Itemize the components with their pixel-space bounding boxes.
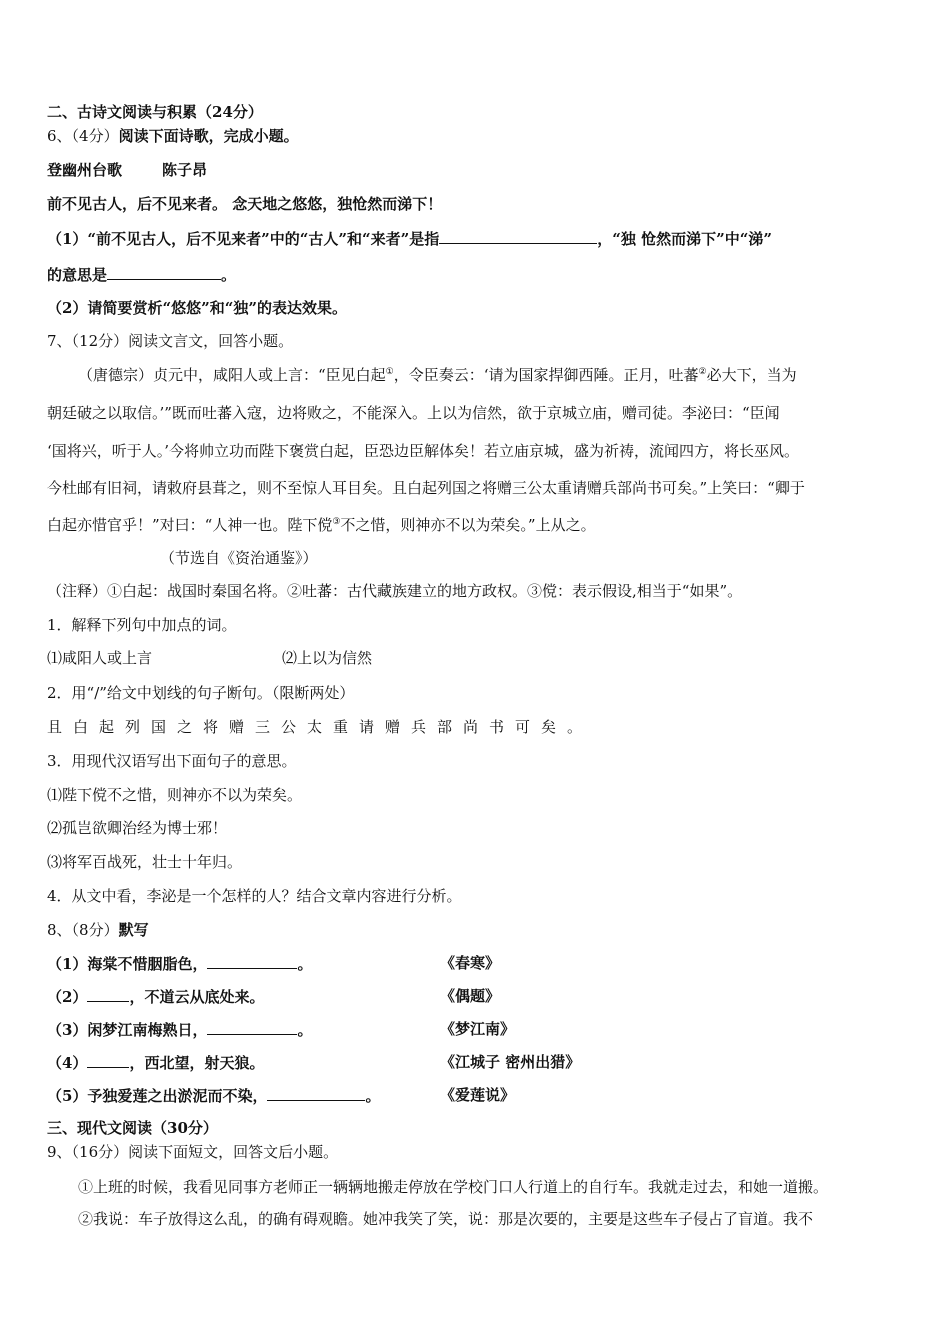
passage-text: 必大下，当为 <box>706 366 797 384</box>
q8-number: 8、（8分） <box>47 921 119 939</box>
footnote-mark: ② <box>698 367 707 377</box>
dictation-source: 《梦江南》 <box>440 1020 516 1038</box>
passage-text: （唐德宗）贞元中，咸阳人或上言：“臣见白起 <box>78 366 386 384</box>
q7-sub1: 1．解释下列句中加点的词。 <box>47 616 237 634</box>
dictation-text: 。 <box>297 955 313 973</box>
dictation-text: （4） <box>47 1054 88 1072</box>
answer-blank[interactable] <box>439 228 597 244</box>
footnote-mark: ③ <box>332 517 341 527</box>
annotations: （注释）①白起：战国时秦国名将。②吐蕃：古代藏族建立的地方政权。③傥：表示假设,相当于“如果”。 <box>47 582 743 600</box>
answer-blank[interactable] <box>207 953 297 969</box>
dictation-source: 《爱莲说》 <box>440 1086 516 1104</box>
q6-sub2: （2）请简要赏析“悠悠”和“独”的表达效果。 <box>47 299 347 317</box>
dictation-text: （5）予独爱莲之出淤泥而不染， <box>47 1087 268 1105</box>
dictation-text: 。 <box>297 1021 313 1039</box>
q6-sub1-text: （1）“前不见古人，后不见来者”中的“古人”和“来者”是指 <box>47 230 440 248</box>
q7-sub2: 2．用“/”给文中划线的句子断句。（限断两处） <box>47 684 355 702</box>
q7-sub3: 3．用现代汉语写出下面句子的意思。 <box>47 752 297 770</box>
answer-blank[interactable] <box>207 1019 297 1035</box>
answer-blank[interactable] <box>107 264 221 280</box>
section2-title: 二、古诗文阅读与积累（24分） <box>47 103 263 121</box>
dictation-text: （3）闲梦江南梅熟日， <box>47 1021 208 1039</box>
q7-sub2-text: 且白起列国之将赠三公太重请赠兵部尚书可矣。 <box>47 718 594 736</box>
answer-blank[interactable] <box>267 1085 365 1101</box>
dictation-source: 《春寒》 <box>440 954 501 972</box>
footnote-mark: ① <box>385 367 394 377</box>
q8-header <box>47 920 149 940</box>
q6-sub1-text3: 的意思是 <box>47 266 108 284</box>
answer-blank[interactable] <box>87 1052 129 1068</box>
poem-author: 陈子昂 <box>162 161 208 179</box>
q7-header: 7、（12分）阅读文言文，回答小题。 <box>47 332 294 350</box>
dictation-source: 《江城子 密州出猎》 <box>440 1053 581 1071</box>
poem-text: 前不见古人，后不见来者。 念天地之悠悠，独怆然而涕下！ <box>47 195 443 213</box>
q7-passage-line: 朝廷破之以取信。’”既而吐蕃入寇，边将败之，不能深入。上以为信然，欲于京城立庙，赠司徒。李泌曰：“臣闻 <box>47 404 780 422</box>
passage-text: 不之惜，则神亦不以为荣矣。”上从之。 <box>340 516 596 534</box>
q6-sub1-text2: ，“独 怆然而涕下”中“涕” <box>597 230 772 248</box>
q6-instruction: 阅读下面诗歌，完成小题。 <box>118 127 299 145</box>
q7-passage-line: ‘国将兴，听于人。’今将帅立功而陛下褒赏白起，臣恐边臣解体矣！若立庙京城，盛为祈祷，流闻四方，将长巫风。 <box>47 442 800 460</box>
q7-sub3-1: ⑴陛下傥不之惜，则神亦不以为荣矣。 <box>47 786 303 804</box>
q7-passage-line <box>78 365 797 385</box>
dictation-item <box>47 953 312 974</box>
dictation-text: ，不道云从底处来。 <box>129 988 265 1006</box>
dictation-item <box>47 1085 380 1106</box>
poem-title: 登幽州台歌 <box>47 161 123 179</box>
passage-text: ，令臣奏云：‘请为国家捍御西陲。正月，吐蕃 <box>393 366 699 384</box>
q7-sub4: 4．从文中看，李泌是一个怎样的人？结合文章内容进行分析。 <box>47 887 462 905</box>
dictation-source: 《偶题》 <box>440 987 501 1005</box>
dictation-item <box>47 1052 264 1073</box>
q7-passage-line: 今杜邮有旧祠，请敕府县葺之，则不至惊人耳目矣。且白起列国之将赠三公太重请赠兵部尚书可矣。”上笑曰：“卿于 <box>47 479 805 497</box>
dictation-item <box>47 1019 312 1040</box>
q8-instruction: 默写 <box>118 921 149 939</box>
q7-sub1-b: ⑵上以为信然 <box>282 649 373 667</box>
q7-sub3-3: ⑶将军百战死，壮士十年归。 <box>47 853 243 871</box>
q6-header <box>47 126 299 146</box>
section3-title: 三、现代文阅读（30分） <box>47 1119 218 1137</box>
q9-passage-line: ①上班的时候，我看见同事方老师正一辆辆地搬走停放在学校门口人行道上的自行车。我就走过去，和她一道搬。 <box>78 1178 829 1196</box>
dictation-text: （2） <box>47 988 88 1006</box>
q7-sub1-a: ⑴咸阳人或上言 <box>47 649 153 667</box>
dictation-item <box>47 986 264 1007</box>
q6-sub1-cont <box>47 264 236 285</box>
passage-text: 白起亦惜官乎！”对曰：“人神一也。陛下傥 <box>47 516 333 534</box>
q6-sub1-period: 。 <box>221 266 237 284</box>
answer-blank[interactable] <box>87 986 129 1002</box>
q6-number: 6、（4分） <box>47 127 119 145</box>
dictation-text: ，西北望，射天狼。 <box>129 1054 265 1072</box>
q9-header: 9、（16分）阅读下面短文，回答文后小题。 <box>47 1143 339 1161</box>
passage-source: （节选自《资治通鉴》） <box>160 549 318 567</box>
dictation-text: （1）海棠不惜胭脂色， <box>47 955 208 973</box>
q6-sub1 <box>47 228 772 249</box>
dictation-text: 。 <box>365 1087 381 1105</box>
q9-passage-line: ②我说：车子放得这么乱，的确有碍观瞻。她冲我笑了笑，说：那是次要的，主要是这些车子侵占了盲道。我不 <box>78 1210 814 1228</box>
q7-passage-line <box>47 515 596 535</box>
q7-sub3-2: ⑵孤岂欲卿治经为博士邪！ <box>47 819 228 837</box>
poem-heading <box>47 160 207 180</box>
